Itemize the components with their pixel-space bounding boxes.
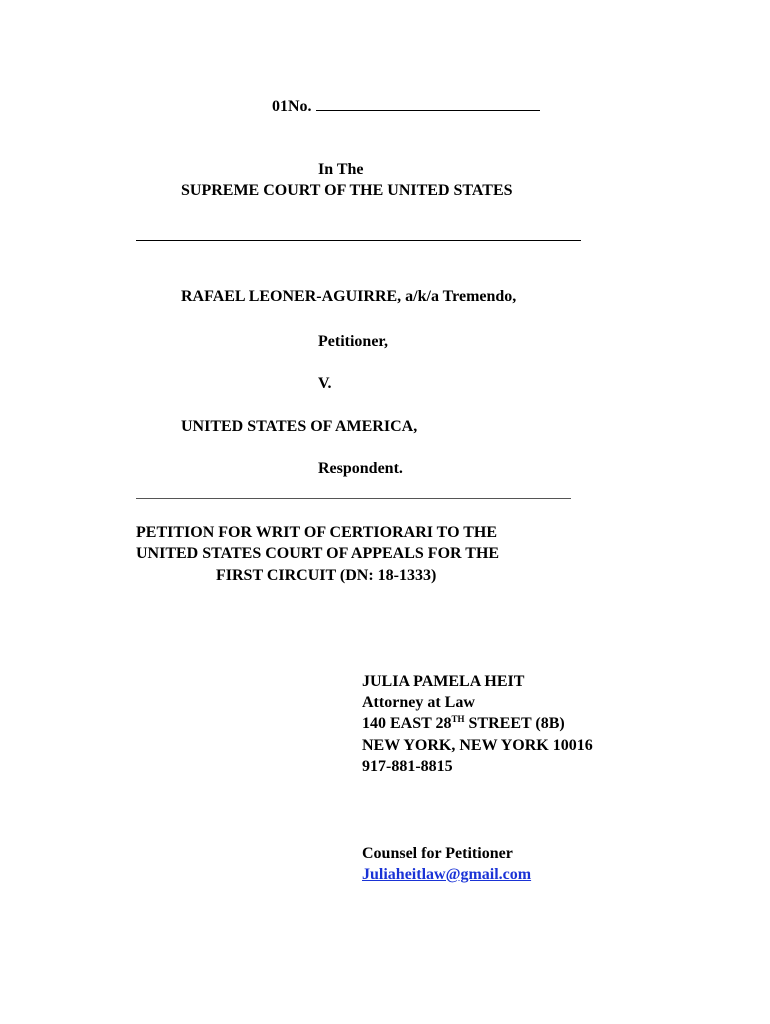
counsel-role: Counsel for Petitioner (362, 845, 513, 862)
versus: V. (318, 375, 332, 392)
petitioner-role: Petitioner, (318, 333, 389, 350)
email-link[interactable]: Juliaheitlaw@gmail.com (362, 866, 532, 883)
court-heading-in-the: In The (318, 161, 364, 178)
docket-label: 01No. (272, 98, 312, 115)
header-divider (136, 240, 581, 241)
petitioner-name: RAFAEL LEONER-AGUIRRE, a/k/a Tremendo, (181, 288, 517, 305)
attorney-address (362, 714, 565, 734)
parties-divider (136, 498, 571, 499)
attorney-phone: 917-881-8815 (362, 758, 453, 775)
attorney-address-ordinal: TH (451, 714, 465, 724)
attorney-name: JULIA PAMELA HEIT (362, 673, 525, 690)
attorney-city: NEW YORK, NEW YORK 10016 (362, 737, 593, 754)
court-heading-name: SUPREME COURT OF THE UNITED STATES (181, 182, 513, 199)
docket-number (272, 96, 540, 117)
docket-blank-line (316, 96, 540, 111)
email-line (362, 865, 531, 885)
petition-title-line-2: UNITED STATES COURT OF APPEALS FOR THE (136, 545, 500, 562)
attorney-address-street-suffix: STREET (8B) (464, 715, 565, 732)
petition-title-line-3: FIRST CIRCUIT (DN: 18-1333) (216, 567, 437, 584)
attorney-title: Attorney at Law (362, 694, 475, 711)
respondent-role: Respondent. (318, 460, 403, 477)
petition-title-line-1: PETITION FOR WRIT OF CERTIORARI TO THE (136, 524, 498, 541)
attorney-address-street-number: 140 EAST 28 (362, 715, 452, 732)
respondent-name: UNITED STATES OF AMERICA, (181, 418, 418, 435)
